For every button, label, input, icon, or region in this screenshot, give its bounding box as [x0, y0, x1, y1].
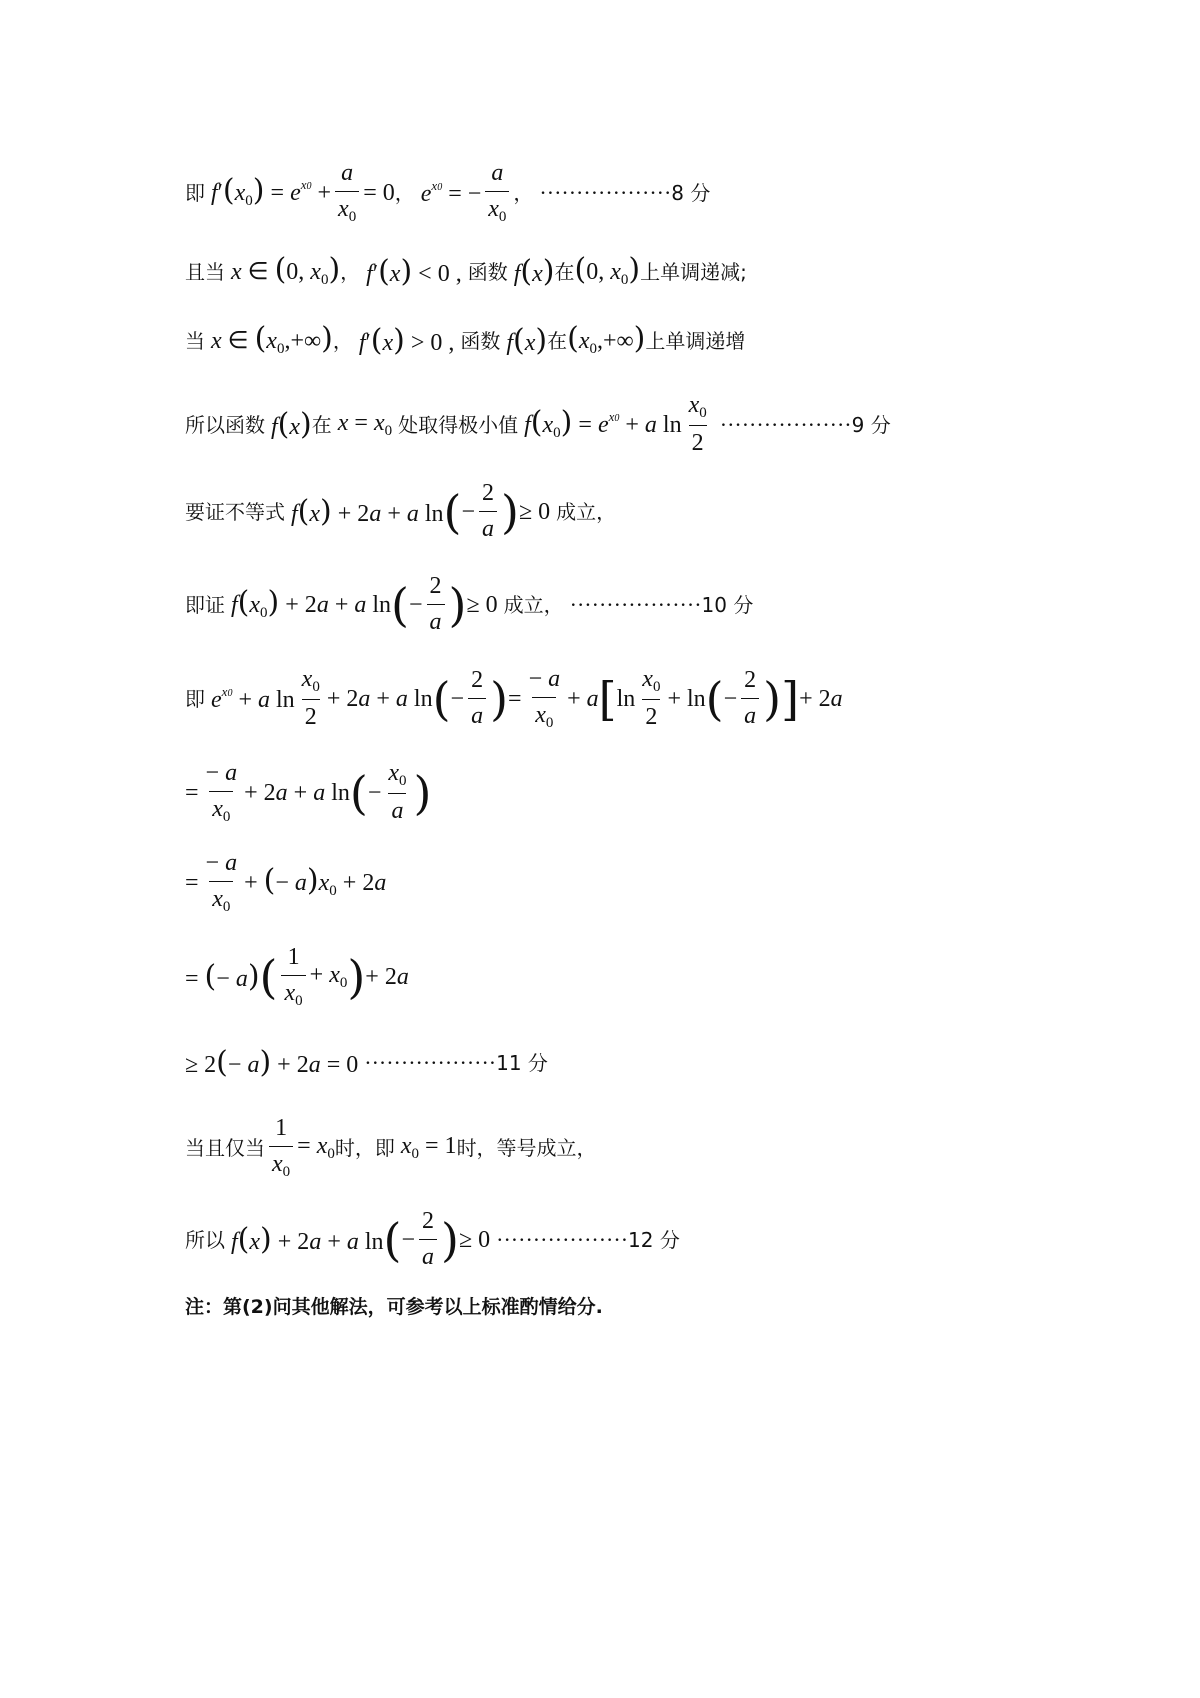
- fraction: $\frac{1}{x_0}$: [269, 1115, 293, 1181]
- line-text: 即: [185, 686, 205, 711]
- line-text: 当: [185, 328, 205, 353]
- math-expression: f(x) + 2a + a ln: [231, 1221, 384, 1257]
- math-expression: ≥ 0: [458, 1226, 491, 1253]
- fraction: $\frac{2}{a}$: [468, 667, 486, 730]
- math-expression: f(x): [271, 406, 312, 442]
- line-text: 且当: [185, 259, 225, 284]
- line-text: 即: [185, 180, 205, 205]
- score-leader-dots: ··················: [539, 179, 672, 205]
- fraction: $\frac{2}{a}$: [427, 573, 445, 636]
- formula-line-7: 即 $e^{x0} + a$ ln $\frac{x_0}{2}$ + 2a + a ln ( − $\frac{2}{a}$ ) = $\frac{- a}{x_0}$ + a [ ln $\frac{x_0}{2}$ + ln ( − $\frac{2}{a}$ ) ] + 2a: [185, 666, 843, 731]
- line-text: 成立，: [503, 592, 564, 617]
- formula-line-5: 要证不等式 f(x) + 2a + a ln ( − $\frac{2}{a}$ ) ≥ 0 成立，: [185, 480, 617, 542]
- line-text: 处取得极小值: [398, 412, 519, 437]
- line-text: 时，即: [334, 1135, 395, 1160]
- score-label: 8 分: [671, 180, 711, 205]
- fraction: $\frac{2}{a}$: [419, 1208, 437, 1271]
- math-expression: f(x) + 2a + a ln: [291, 493, 444, 529]
- formula-line-12: [185, 1115, 597, 1181]
- line-text: 在: [547, 328, 568, 353]
- line-text: 上单调递减;: [640, 259, 747, 284]
- math-expression: x ∈ $(x_0,+\infty)$: [211, 321, 333, 357]
- math-expression: $x_0 = 1$: [400, 1132, 457, 1162]
- fraction: $\frac{x_0}{a}$: [388, 760, 407, 825]
- formula-line-1: [185, 160, 710, 226]
- math-expression: = $x_0$: [297, 1132, 335, 1162]
- score-leader-dots: ··················: [496, 1226, 629, 1252]
- formula-line-3: [185, 321, 746, 358]
- score-label: 9 分: [851, 412, 891, 437]
- math-expression: + a: [567, 685, 599, 712]
- math-expression: = (− a): [185, 958, 260, 994]
- math-expression: f(x): [506, 322, 548, 358]
- fraction: $\frac{- a}{x_0}$: [205, 760, 238, 825]
- math-expression: + (− $a)x_0 + 2a$: [244, 863, 387, 900]
- formula-line-4: [185, 392, 891, 458]
- line-text: 要证不等式: [185, 499, 285, 524]
- grading-note: [185, 1298, 603, 1317]
- fraction: $\frac{x_0}{2}$: [642, 666, 661, 731]
- formula-line-11: [185, 1045, 548, 1080]
- math-expression: + 2a + a ln: [244, 779, 350, 806]
- math-expression: $e^{x0} + a$ ln: [211, 684, 295, 714]
- line-text: 所以函数: [185, 412, 265, 437]
- fraction: $\frac{a}{x_0}$: [335, 160, 359, 226]
- formula-line-9: = $\frac{- a}{x_0}$ + (− $a)x_0 + 2a$: [185, 850, 387, 915]
- line-text: 在: [311, 412, 332, 437]
- math-expression: $e^{x0}$ = −: [420, 178, 482, 208]
- line-text: 函数: [460, 328, 501, 353]
- fraction: $\frac{1}{x_0}$: [281, 944, 305, 1010]
- line-text: 即证: [185, 592, 225, 617]
- formula-line-2: [185, 252, 747, 289]
- line-text: ，: [394, 180, 415, 205]
- note-text: 注：第(2)问其他解法，可参考以上标准酌情给分.: [185, 1296, 603, 1318]
- line-text: ，: [340, 259, 361, 284]
- score-label: 11 分: [496, 1051, 548, 1075]
- fraction: $\frac{- a}{x_0}$: [205, 850, 238, 915]
- math-expression: + 2a + a ln: [326, 685, 433, 712]
- line-text: 在: [554, 259, 575, 284]
- score-leader-dots: ··················: [364, 1050, 497, 1075]
- math-expression: $f(x_0) + 2a + a$ ln: [231, 585, 392, 622]
- line-text: 成立，: [556, 499, 617, 524]
- score-label: 10 分: [701, 592, 754, 617]
- fraction: $\frac{2}{a}$: [741, 667, 759, 730]
- fraction: $\frac{2}{a}$: [479, 480, 497, 543]
- line-text: 函数: [467, 259, 508, 284]
- math-expression: f(x): [513, 253, 555, 289]
- line-text: ，: [332, 328, 353, 353]
- line-text: ，: [513, 180, 534, 205]
- line-text: 当且仅当: [185, 1135, 265, 1160]
- math-expression: ≥ 2(− a) + 2a = 0: [185, 1045, 359, 1080]
- score-label: 12 分: [628, 1227, 680, 1252]
- math-expression: ≥ 0: [466, 591, 504, 618]
- score-leader-dots: ··················: [719, 411, 852, 437]
- math-expression: = 0: [363, 179, 395, 206]
- math-expression: $f(x_0) = e^{x0} + a$ ln: [524, 405, 682, 442]
- fraction: $\frac{- a}{x_0}$: [528, 666, 561, 731]
- math-expression: + 2a: [365, 963, 409, 990]
- fraction: $\frac{x_0}{2}$: [301, 666, 320, 731]
- math-expression: f′(x) > 0 ,: [358, 322, 461, 358]
- math-expression: + 2a: [799, 685, 843, 712]
- line-text: 所以: [185, 1227, 225, 1252]
- score-leader-dots: ··················: [569, 591, 702, 617]
- math-expression: $(x_0,+\infty)$: [567, 321, 646, 357]
- line-text: 上单调递增: [645, 328, 746, 353]
- math-expression: (0, $x_0$): [574, 252, 641, 288]
- math-expression: $x = x_0$: [337, 409, 393, 439]
- math-expression: $f'(x_0) = e^{x0}$ +: [211, 173, 332, 210]
- formula-line-6: 即证 $f(x_0) + 2a + a$ ln ( − $\frac{2}{a}$ ) ≥ 0 成立， ·················· 10 分: [185, 573, 754, 635]
- formula-line-8: = $\frac{- a}{x_0}$ + 2a + a ln ( − $\frac{x_0}{a}$ ): [185, 760, 432, 825]
- math-expression: f′(x) < 0 ,: [366, 253, 468, 289]
- line-text: 时，等号成立，: [456, 1135, 597, 1160]
- math-expression: x ∈ (0, $x_0$): [231, 252, 341, 288]
- math-expression: ≥ 0: [518, 498, 557, 525]
- formula-line-13: 所以 f(x) + 2a + a ln ( − $\frac{2}{a}$ ) ≥ 0 ·················· 12 分: [185, 1208, 680, 1270]
- fraction: $\frac{x_0}{2}$: [688, 392, 707, 457]
- fraction: $\frac{a}{x_0}$: [485, 160, 509, 226]
- math-expression: + $x_0$: [309, 961, 348, 991]
- formula-line-10: = (− a) ( $\frac{1}{x_0}$ + $x_0$ ) + 2a: [185, 944, 409, 1009]
